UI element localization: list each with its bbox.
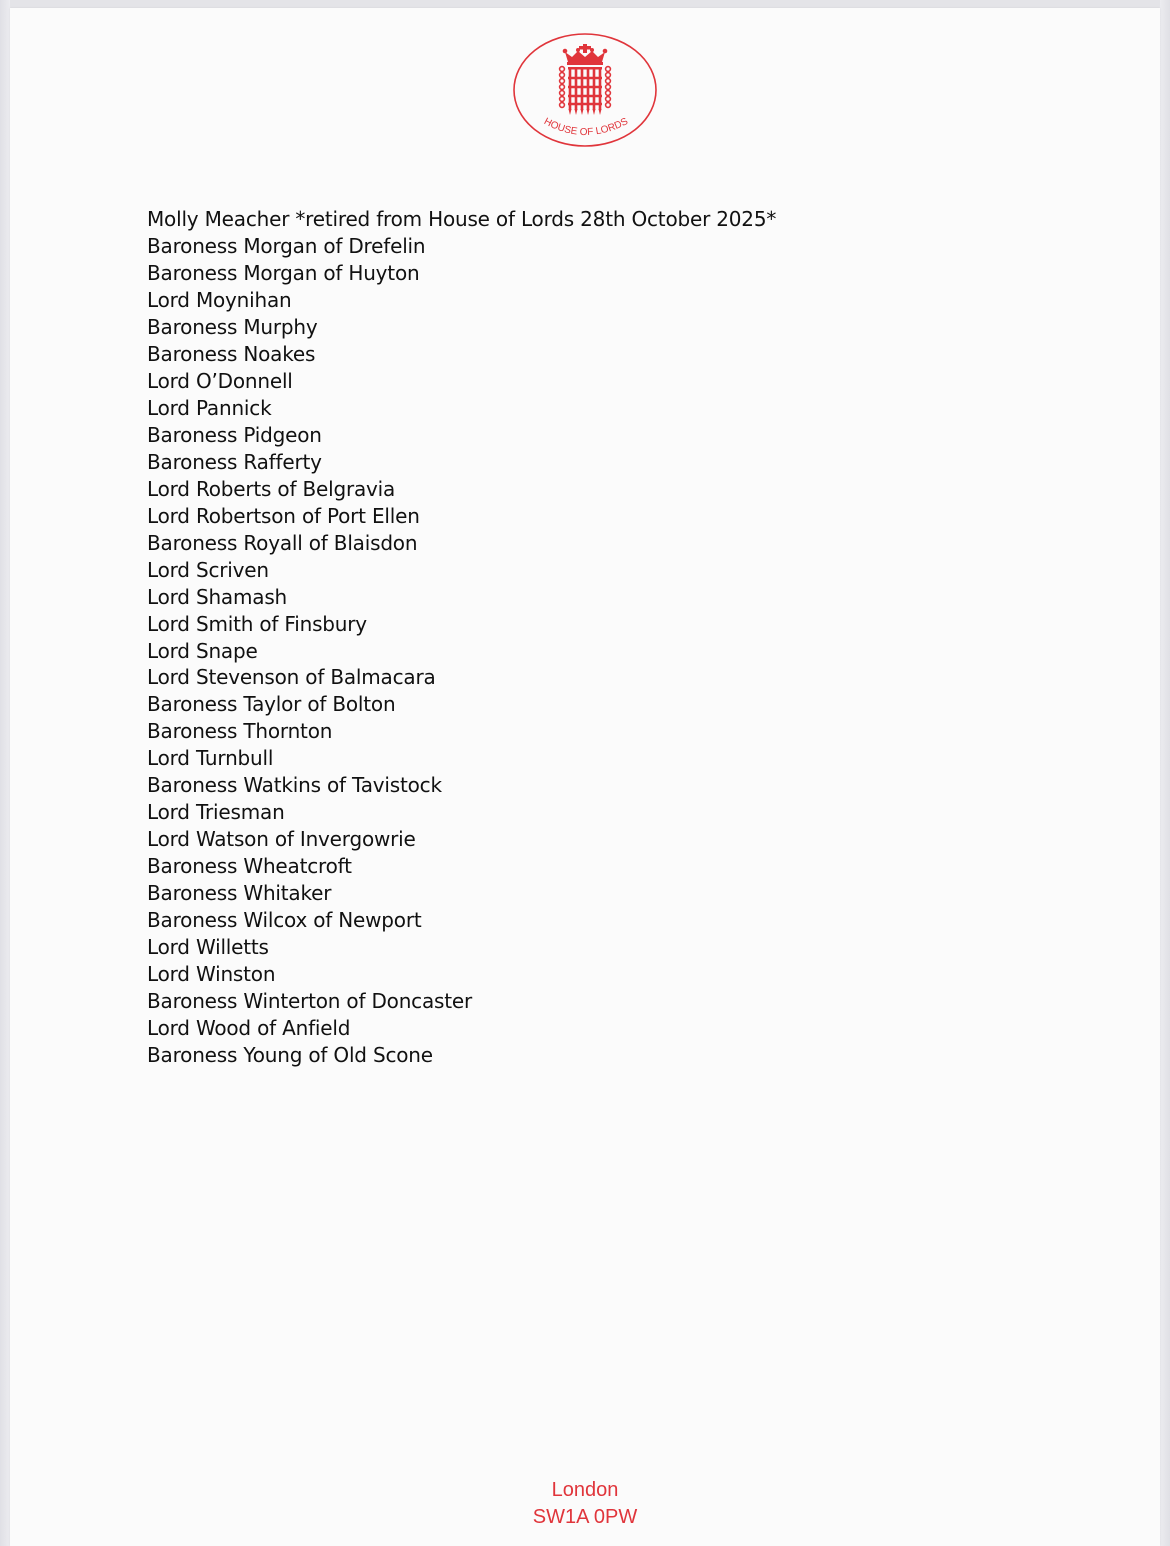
- member-item: Baroness Taylor of Bolton: [147, 692, 396, 717]
- member-item: Lord O’Donnell: [147, 368, 293, 393]
- portcullis-crown-icon: [560, 44, 611, 115]
- member-item: Lord Watson of Invergowrie: [147, 827, 416, 852]
- member-item: Baroness Rafferty: [147, 449, 322, 474]
- member-item: Baroness Watkins of Tavistock: [147, 773, 442, 798]
- member-item: Lord Scriven: [147, 557, 269, 582]
- member-item: Lord Snape: [147, 638, 258, 663]
- member-item: Lord Moynihan: [147, 287, 292, 312]
- member-item: Baroness Noakes: [147, 341, 316, 366]
- document-page: [10, 8, 1160, 1546]
- member-item: Lord Robertson of Port Ellen: [147, 503, 420, 528]
- member-item: Baroness Morgan of Huyton: [147, 260, 420, 285]
- member-item: Lord Turnbull: [147, 746, 274, 771]
- member-item: Lord Smith of Finsbury: [147, 611, 367, 636]
- footer-city: London: [551, 1479, 619, 1501]
- member-item: Baroness Royall of Blaisdon: [147, 530, 418, 555]
- member-item: Lord Pannick: [147, 395, 272, 420]
- member-item: Lord Stevenson of Balmacara: [147, 665, 436, 690]
- member-item: Baroness Wheatcroft: [147, 854, 352, 879]
- member-item: Lord Roberts of Belgravia: [147, 476, 396, 501]
- member-item: Lord Winston: [147, 962, 276, 987]
- logo-text: HOUSE OF LORDS: [541, 116, 630, 139]
- member-item: Baroness Thornton: [147, 719, 333, 744]
- footer-postcode: SW1A 0PW: [532, 1506, 638, 1528]
- house-of-lords-logo: [512, 32, 658, 148]
- member-item: Baroness Winterton of Doncaster: [147, 989, 473, 1014]
- member-item: Baroness Wilcox of Newport: [147, 908, 422, 933]
- members-list: [147, 206, 776, 1069]
- member-item: Lord Triesman: [147, 800, 285, 825]
- member-item: Baroness Whitaker: [147, 881, 332, 906]
- member-item: Lord Wood of Anfield: [147, 1016, 351, 1041]
- member-item: Baroness Morgan of Drefelin: [147, 233, 426, 258]
- member-item: Baroness Murphy: [147, 314, 318, 339]
- member-item: Molly Meacher *retired from House of Lords 28th October 2025*: [147, 207, 777, 231]
- member-item: Baroness Pidgeon: [147, 422, 322, 447]
- member-item: Lord Shamash: [147, 584, 288, 609]
- member-item: Lord Willetts: [147, 935, 269, 960]
- page-edge-left: [0, 0, 10, 1546]
- page-edge-right: [1160, 0, 1170, 1546]
- member-item: Baroness Young of Old Scone: [147, 1043, 433, 1068]
